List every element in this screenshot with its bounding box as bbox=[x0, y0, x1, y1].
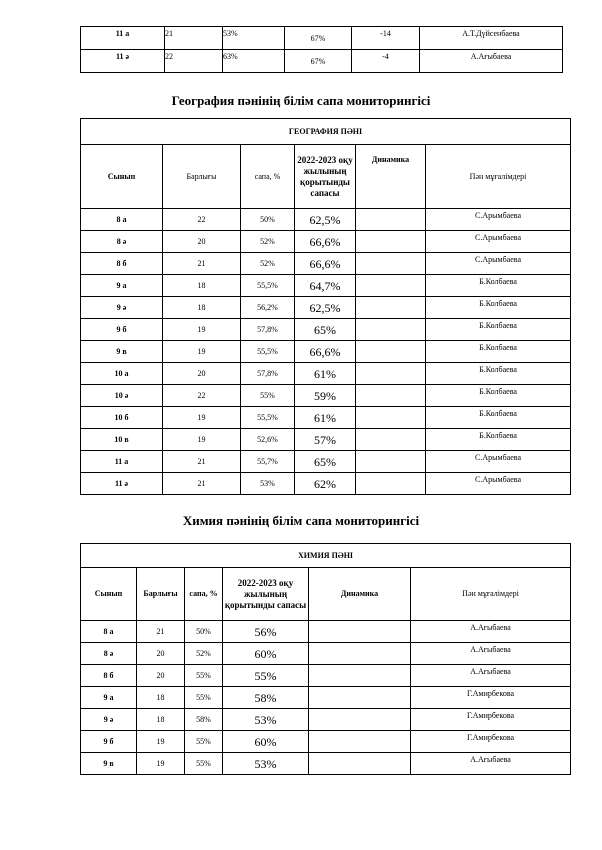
result-cell: 67% bbox=[285, 50, 352, 73]
dynamics-cell bbox=[356, 407, 426, 429]
class-cell: 8 ә bbox=[81, 231, 163, 253]
teacher-cell: Б.Колбаева bbox=[426, 407, 571, 429]
dynamics-cell bbox=[356, 275, 426, 297]
result-cell: 61% bbox=[295, 407, 356, 429]
teacher-cell: А.Ағыбаева bbox=[411, 643, 571, 665]
class-cell: 9 а bbox=[81, 687, 137, 709]
table-row bbox=[81, 319, 571, 341]
class-cell: 8 б bbox=[81, 253, 163, 275]
table-row bbox=[81, 231, 571, 253]
teacher-cell: Б.Колбаева bbox=[426, 275, 571, 297]
result-cell: 67% bbox=[285, 27, 352, 50]
quality-cell: 55% bbox=[185, 731, 223, 753]
quality-cell: 55% bbox=[185, 665, 223, 687]
chemistry-heading: Химия пәнінің білім сапа мониторингісі bbox=[182, 513, 420, 528]
header-barlygy: Барлығы bbox=[137, 568, 185, 621]
quality-cell: 50% bbox=[241, 209, 295, 231]
table-row bbox=[81, 687, 571, 709]
table-row bbox=[81, 473, 571, 495]
table-row bbox=[81, 50, 563, 73]
table-row bbox=[81, 643, 571, 665]
total-cell: 19 bbox=[163, 341, 241, 363]
quality-cell: 53% bbox=[223, 27, 285, 50]
quality-cell: 55,5% bbox=[241, 341, 295, 363]
teacher-cell: С.Арымбаева bbox=[426, 451, 571, 473]
class-cell: 11 ә bbox=[81, 50, 165, 73]
teacher-cell: Б.Колбаева bbox=[426, 385, 571, 407]
dynamics-cell bbox=[356, 473, 426, 495]
result-cell: 65% bbox=[295, 319, 356, 341]
quality-cell: 57,8% bbox=[241, 363, 295, 385]
geography-table-title: ГЕОГРАФИЯ ПӘНІ bbox=[81, 119, 571, 145]
chemistry-table bbox=[80, 543, 571, 775]
header-sapa: сапа, % bbox=[185, 568, 223, 621]
header-sinyp: Сынып bbox=[81, 568, 137, 621]
dynamics-cell bbox=[309, 665, 411, 687]
dynamics-cell bbox=[356, 385, 426, 407]
total-cell: 22 bbox=[163, 209, 241, 231]
table-row bbox=[81, 385, 571, 407]
table-row bbox=[81, 341, 571, 363]
total-cell: 21 bbox=[163, 253, 241, 275]
header-teachers: Пән мұғалімдері bbox=[411, 568, 571, 621]
quality-cell: 50% bbox=[185, 621, 223, 643]
total-cell: 19 bbox=[137, 731, 185, 753]
teacher-cell: С.Арымбаева bbox=[426, 209, 571, 231]
result-cell: 53% bbox=[223, 753, 309, 775]
quality-cell: 52% bbox=[241, 253, 295, 275]
teacher-cell: С.Арымбаева bbox=[426, 473, 571, 495]
dynamics-cell bbox=[309, 621, 411, 643]
result-cell: 53% bbox=[223, 709, 309, 731]
quality-cell: 56,2% bbox=[241, 297, 295, 319]
dynamics-cell bbox=[309, 687, 411, 709]
result-cell: 66,6% bbox=[295, 253, 356, 275]
result-cell: 64,7% bbox=[295, 275, 356, 297]
dynamics-cell bbox=[356, 209, 426, 231]
total-cell: 20 bbox=[163, 231, 241, 253]
result-cell: 65% bbox=[295, 451, 356, 473]
table-row bbox=[81, 275, 571, 297]
result-cell: 62% bbox=[295, 473, 356, 495]
header-dynamics: Динамика bbox=[356, 145, 426, 209]
table-row bbox=[81, 209, 571, 231]
quality-cell: 63% bbox=[223, 50, 285, 73]
teacher-cell: А.Т.Дүйсенбаева bbox=[420, 27, 563, 50]
total-cell: 22 bbox=[163, 385, 241, 407]
table-row bbox=[81, 253, 571, 275]
table-row bbox=[81, 451, 571, 473]
class-cell: 9 в bbox=[81, 341, 163, 363]
class-cell: 10 а bbox=[81, 363, 163, 385]
result-cell: 62,5% bbox=[295, 297, 356, 319]
teacher-cell: Г.Амирбекова bbox=[411, 731, 571, 753]
teacher-cell: Б.Колбаева bbox=[426, 341, 571, 363]
result-cell: 61% bbox=[295, 363, 356, 385]
top-table bbox=[80, 26, 563, 73]
result-cell: 66,6% bbox=[295, 231, 356, 253]
dynamics-cell bbox=[309, 731, 411, 753]
dynamics-cell bbox=[356, 451, 426, 473]
chemistry-table-title: ХИМИЯ ПӘНІ bbox=[81, 544, 571, 568]
teacher-cell: Б.Колбаева bbox=[426, 297, 571, 319]
dynamics-cell bbox=[356, 231, 426, 253]
total-cell: 19 bbox=[163, 429, 241, 451]
dynamics-cell bbox=[356, 429, 426, 451]
total-cell: 19 bbox=[163, 407, 241, 429]
table-row bbox=[81, 27, 563, 50]
class-cell: 9 ә bbox=[81, 297, 163, 319]
dynamics-cell bbox=[356, 319, 426, 341]
class-cell: 10 ә bbox=[81, 385, 163, 407]
class-cell: 11 ә bbox=[81, 473, 163, 495]
header-dynamics: Динамика bbox=[309, 568, 411, 621]
quality-cell: 55,5% bbox=[241, 407, 295, 429]
quality-cell: 58% bbox=[185, 709, 223, 731]
class-cell: 10 б bbox=[81, 407, 163, 429]
class-cell: 8 а bbox=[81, 209, 163, 231]
table-row bbox=[81, 709, 571, 731]
class-cell: 11 а bbox=[81, 451, 163, 473]
quality-cell: 52,6% bbox=[241, 429, 295, 451]
teacher-cell: А.Ағыбаева bbox=[420, 50, 563, 73]
header-result: 2022-2023 оқу жылының қорытынды сапасы bbox=[295, 145, 356, 209]
quality-cell: 55,5% bbox=[241, 275, 295, 297]
quality-cell: 55% bbox=[185, 687, 223, 709]
class-cell: 11 а bbox=[81, 27, 165, 50]
class-cell: 9 ә bbox=[81, 709, 137, 731]
dynamics-cell bbox=[309, 643, 411, 665]
quality-cell: 52% bbox=[241, 231, 295, 253]
teacher-cell: А.Ағыбаева bbox=[411, 665, 571, 687]
result-cell: 56% bbox=[223, 621, 309, 643]
total-cell: 20 bbox=[137, 643, 185, 665]
teacher-cell: Г.Амирбекова bbox=[411, 709, 571, 731]
table-row bbox=[81, 407, 571, 429]
quality-cell: 55,7% bbox=[241, 451, 295, 473]
teacher-cell: С.Арымбаева bbox=[426, 231, 571, 253]
total-cell: 19 bbox=[137, 753, 185, 775]
class-cell: 10 в bbox=[81, 429, 163, 451]
dynamics-cell bbox=[356, 253, 426, 275]
table-row bbox=[81, 731, 571, 753]
result-cell: 60% bbox=[223, 643, 309, 665]
geography-table bbox=[80, 118, 571, 495]
dynamics-cell bbox=[356, 297, 426, 319]
class-cell: 9 б bbox=[81, 319, 163, 341]
teacher-cell: Б.Колбаева bbox=[426, 319, 571, 341]
total-cell: 18 bbox=[163, 275, 241, 297]
total-cell: 20 bbox=[137, 665, 185, 687]
dynamics-cell bbox=[356, 363, 426, 385]
header-sapa: сапа, % bbox=[241, 145, 295, 209]
table-row bbox=[81, 297, 571, 319]
class-cell: 9 в bbox=[81, 753, 137, 775]
class-cell: 9 а bbox=[81, 275, 163, 297]
header-result: 2022-2023 оқу жылының қорытынды сапасы bbox=[223, 568, 309, 621]
total-cell: 18 bbox=[137, 687, 185, 709]
header-teachers: Пән мұғалімдері bbox=[426, 145, 571, 209]
teacher-cell: Б.Колбаева bbox=[426, 429, 571, 451]
total-cell: 21 bbox=[137, 621, 185, 643]
result-cell: 60% bbox=[223, 731, 309, 753]
teacher-cell: А.Ағыбаева bbox=[411, 753, 571, 775]
teacher-cell: А.Ағыбаева bbox=[411, 621, 571, 643]
total-cell: 18 bbox=[163, 297, 241, 319]
dynamics-cell: -14 bbox=[352, 27, 420, 50]
class-cell: 8 а bbox=[81, 621, 137, 643]
table-row bbox=[81, 363, 571, 385]
header-barlygy: Барлығы bbox=[163, 145, 241, 209]
total-cell: 19 bbox=[163, 319, 241, 341]
total-cell: 18 bbox=[137, 709, 185, 731]
teacher-cell: С.Арымбаева bbox=[426, 253, 571, 275]
total-cell: 22 bbox=[165, 50, 223, 73]
quality-cell: 55% bbox=[185, 753, 223, 775]
total-cell: 20 bbox=[163, 363, 241, 385]
teacher-cell: Г.Амирбекова bbox=[411, 687, 571, 709]
class-cell: 8 б bbox=[81, 665, 137, 687]
result-cell: 57% bbox=[295, 429, 356, 451]
result-cell: 59% bbox=[295, 385, 356, 407]
geography-heading: География пәнінің білім сапа мониторингісі bbox=[171, 93, 431, 108]
dynamics-cell: -4 bbox=[352, 50, 420, 73]
table-row bbox=[81, 429, 571, 451]
dynamics-cell bbox=[309, 709, 411, 731]
total-cell: 21 bbox=[163, 473, 241, 495]
quality-cell: 55% bbox=[241, 385, 295, 407]
teacher-cell: Б.Колбаева bbox=[426, 363, 571, 385]
header-sinyp: Сынып bbox=[81, 145, 163, 209]
dynamics-cell bbox=[356, 341, 426, 363]
class-cell: 8 ә bbox=[81, 643, 137, 665]
table-row bbox=[81, 665, 571, 687]
table-row bbox=[81, 753, 571, 775]
table-row bbox=[81, 621, 571, 643]
result-cell: 55% bbox=[223, 665, 309, 687]
result-cell: 66,6% bbox=[295, 341, 356, 363]
total-cell: 21 bbox=[165, 27, 223, 50]
quality-cell: 57,8% bbox=[241, 319, 295, 341]
total-cell: 21 bbox=[163, 451, 241, 473]
quality-cell: 53% bbox=[241, 473, 295, 495]
class-cell: 9 б bbox=[81, 731, 137, 753]
dynamics-cell bbox=[309, 753, 411, 775]
quality-cell: 52% bbox=[185, 643, 223, 665]
result-cell: 58% bbox=[223, 687, 309, 709]
result-cell: 62,5% bbox=[295, 209, 356, 231]
